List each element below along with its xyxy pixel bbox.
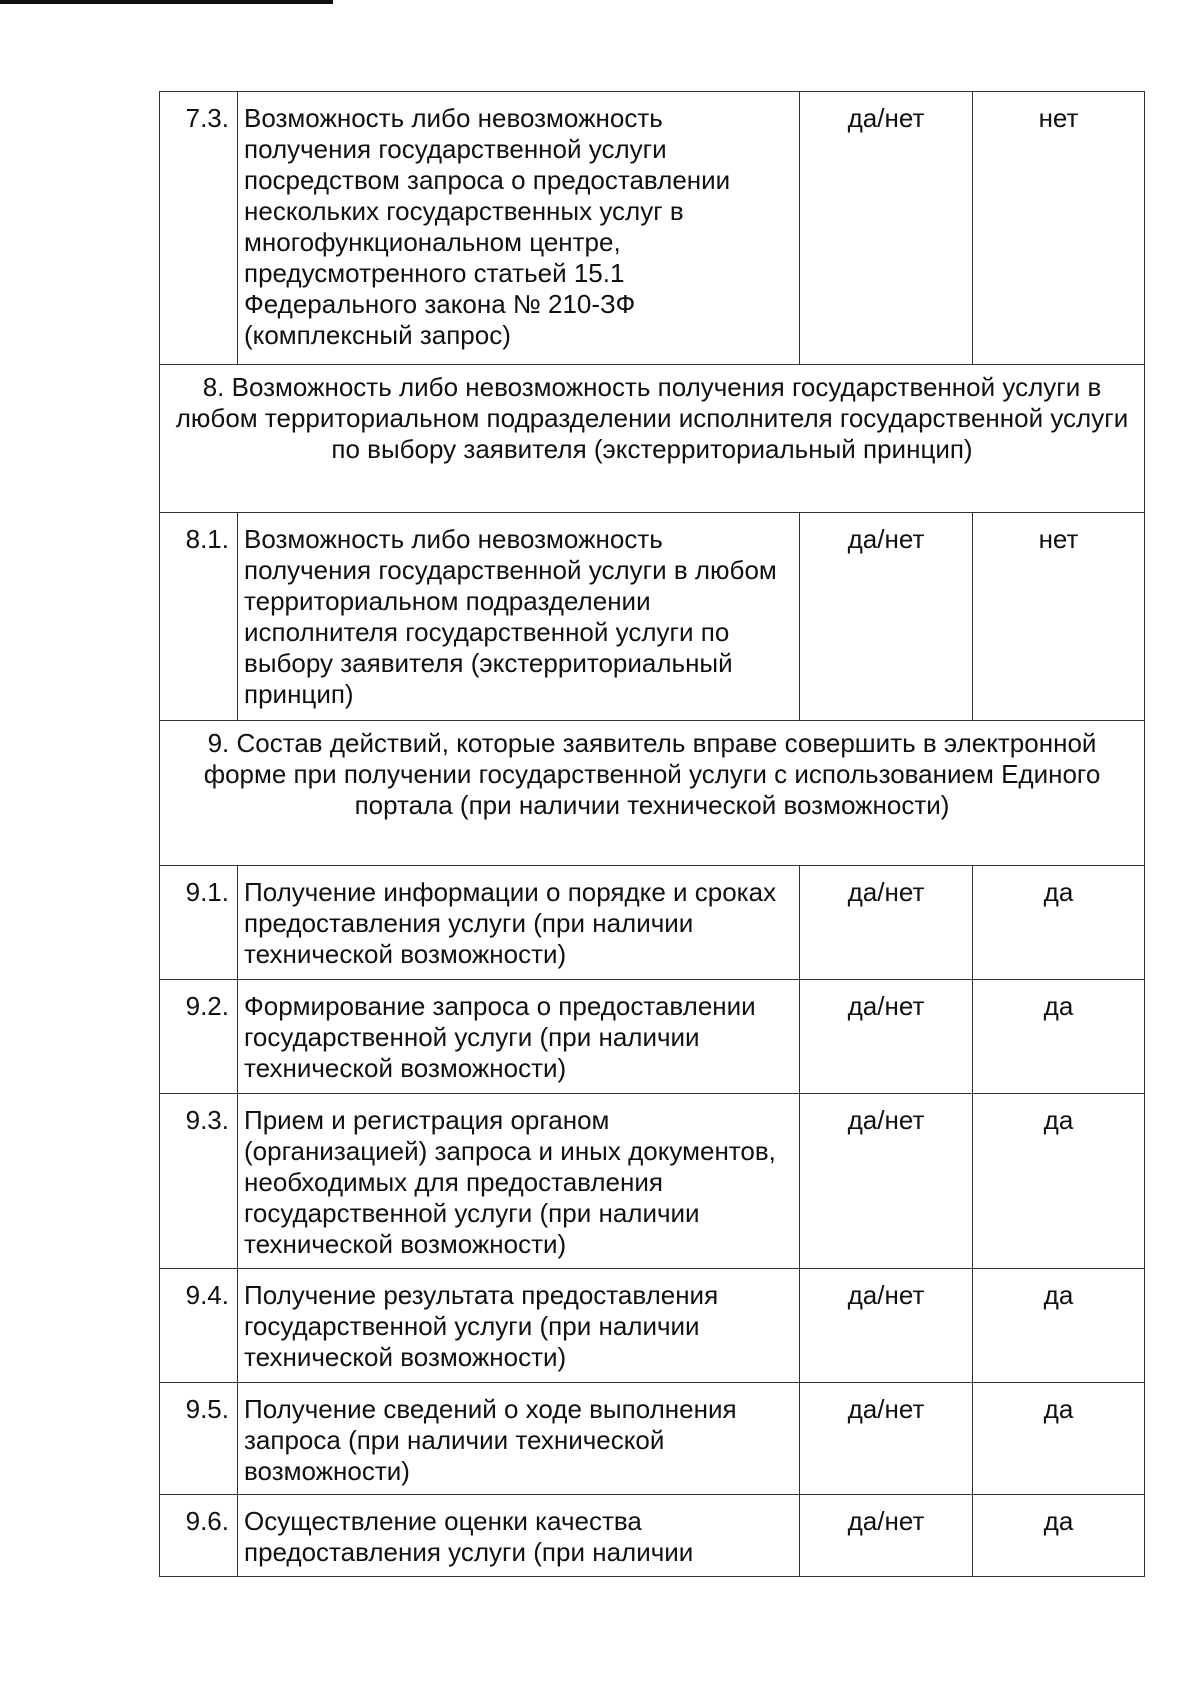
item-value: да	[973, 866, 1145, 980]
item-options: да/нет	[800, 1269, 973, 1383]
section-row	[160, 365, 1145, 513]
item-value: да	[973, 1269, 1145, 1383]
table-row	[160, 866, 1145, 980]
services-table	[159, 91, 1145, 1577]
item-value: нет	[973, 92, 1145, 365]
item-options: да/нет	[800, 1094, 973, 1269]
item-value: да	[973, 1383, 1145, 1495]
item-number: 9.1.	[160, 866, 238, 980]
section-row	[160, 721, 1145, 866]
section-heading: 8. Возможность либо невозможность получения государственной услуги в любом территориальном подразделении исполнителя государственной услуги по выбору заявителя (экстерриториальный принцип)	[160, 365, 1145, 513]
item-value: да	[973, 1495, 1145, 1577]
item-number: 9.5.	[160, 1383, 238, 1495]
item-number: 7.3.	[160, 92, 238, 365]
item-description: Осуществление оценки качества предоставления услуги (при наличии	[238, 1495, 800, 1577]
table-row	[160, 513, 1145, 721]
item-number: 9.4.	[160, 1269, 238, 1383]
item-number: 9.2.	[160, 980, 238, 1094]
item-description: Получение результата предоставления государственной услуги (при наличии технической возможности)	[238, 1269, 800, 1383]
item-description: Формирование запроса о предоставлении государственной услуги (при наличии технической возможности)	[238, 980, 800, 1094]
table-row	[160, 92, 1145, 365]
table-row	[160, 1269, 1145, 1383]
table-row	[160, 1495, 1145, 1577]
item-description: Прием и регистрация органом (организацией) запроса и иных документов, необходимых для предоставления государственной услуги (при наличии технической возможности)	[238, 1094, 800, 1269]
item-number: 9.6.	[160, 1495, 238, 1577]
item-description: Получение информации о порядке и сроках предоставления услуги (при наличии технической возможности)	[238, 866, 800, 980]
services-table-body	[160, 92, 1145, 1577]
table-row	[160, 980, 1145, 1094]
table-row	[160, 1383, 1145, 1495]
item-number: 8.1.	[160, 513, 238, 721]
item-number: 9.3.	[160, 1094, 238, 1269]
item-description: Возможность либо невозможность получения государственной услуги в любом территориальном подразделении исполнителя государственной услуги по выбору заявителя (экстерриториальный принцип)	[238, 513, 800, 721]
item-options: да/нет	[800, 980, 973, 1094]
item-value: да	[973, 1094, 1145, 1269]
item-options: да/нет	[800, 513, 973, 721]
section-heading: 9. Состав действий, которые заявитель вправе совершить в электронной форме при получении государственной услуги с использованием Единого портала (при наличии технической возможности)	[160, 721, 1145, 866]
item-value: нет	[973, 513, 1145, 721]
item-description: Возможность либо невозможность получения государственной услуги посредством запроса о предоставлении нескольких государственных услуг в многофункциональном центре, предусмотренного статьей 15.1 Федерального закона № 210-ЗФ (комплексный запрос)	[238, 92, 800, 365]
table-row	[160, 1094, 1145, 1269]
item-options: да/нет	[800, 866, 973, 980]
item-value: да	[973, 980, 1145, 1094]
item-options: да/нет	[800, 92, 973, 365]
item-options: да/нет	[800, 1495, 973, 1577]
item-options: да/нет	[800, 1383, 973, 1495]
item-description: Получение сведений о ходе выполнения запроса (при наличии технической возможности)	[238, 1383, 800, 1495]
top-rule-line	[0, 0, 333, 4]
